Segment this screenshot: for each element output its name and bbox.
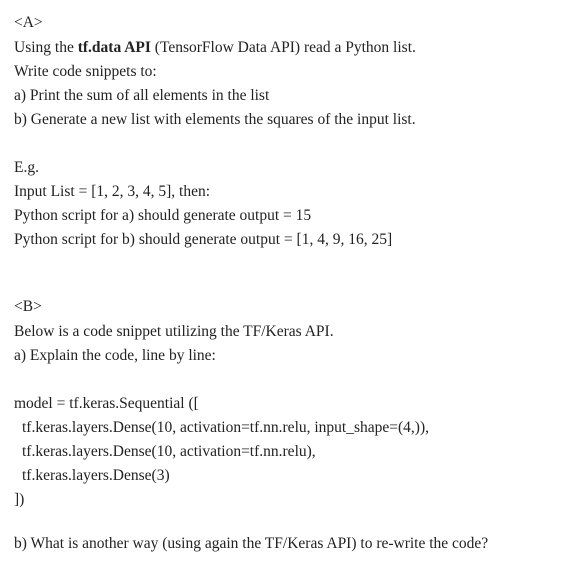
intro-prefix: Using the xyxy=(14,39,78,56)
input-list-text: Input List = [1, 2, 3, 4, 5], then: xyxy=(14,183,211,200)
output-b-text: Python script for b) should generate output = [1, 4, 9, 16, 25] xyxy=(14,231,393,248)
task-a-text: a) Print the sum of all elements in the list xyxy=(14,87,270,104)
section-b-task-b: b) What is another way (using again the TF/Keras API) to re-write the code? xyxy=(14,535,489,552)
section-b-intro: Below is a code snippet utilizing the TF/Keras API. xyxy=(14,323,334,340)
code-line: ]) xyxy=(14,491,25,508)
intro-bold-api: tf.data API xyxy=(77,39,151,56)
section-a-intro xyxy=(14,38,416,58)
code-line: tf.keras.layers.Dense(10, activation=tf.nn.relu, input_shape=(4,)), xyxy=(22,419,430,436)
example-label: E.g. xyxy=(14,159,39,176)
task-b-text: b) Generate a new list with elements the squares of the input list. xyxy=(14,111,416,128)
intro-suffix: (TensorFlow Data API) read a Python list. xyxy=(150,39,416,56)
write-code-text: Write code snippets to: xyxy=(14,63,157,80)
code-line: tf.keras.layers.Dense(10, activation=tf.nn.relu), xyxy=(22,443,316,460)
code-line: tf.keras.layers.Dense(3) xyxy=(22,467,170,484)
output-a-text: Python script for a) should generate output = 15 xyxy=(14,207,312,224)
code-line: model = tf.keras.Sequential ([ xyxy=(14,395,199,412)
section-b-task-a: a) Explain the code, line by line: xyxy=(14,347,216,364)
section-b-marker: <B> xyxy=(14,298,42,315)
section-a-marker: <A> xyxy=(14,14,43,31)
